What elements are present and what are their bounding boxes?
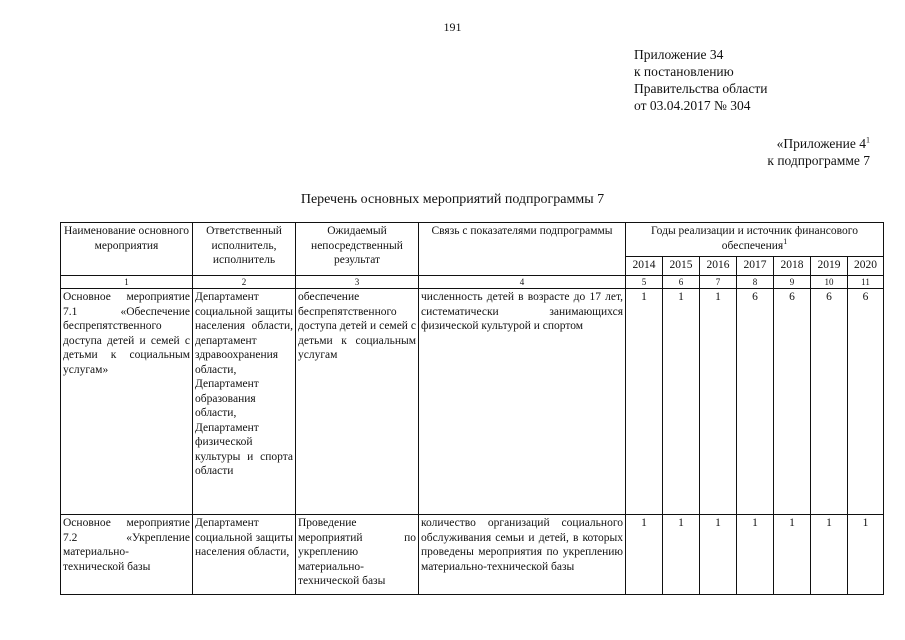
column-number: 9 — [774, 276, 811, 289]
annex-sub-sup: 1 — [866, 135, 870, 145]
header-name: Наименование основного мероприятия — [61, 223, 193, 276]
page-number: 191 — [443, 20, 462, 34]
year-value: 1 — [848, 515, 884, 595]
year-header: 2014 — [626, 257, 663, 276]
table-row — [61, 515, 884, 595]
year-header: 2016 — [700, 257, 737, 276]
column-number: 5 — [626, 276, 663, 289]
year-value: 1 — [626, 289, 663, 515]
column-number: 3 — [296, 276, 419, 289]
year-header: 2015 — [663, 257, 700, 276]
year-value: 1 — [663, 515, 700, 595]
measure-link: количество организаций социального обслуживания семьи и детей, в которых проведены мероприятия по укреплению материально-технической базы — [419, 515, 626, 595]
annex-sub-line: «Приложение 4 — [776, 136, 866, 151]
year-value: 6 — [811, 289, 848, 515]
table-row — [61, 289, 884, 515]
year-header: 2018 — [774, 257, 811, 276]
year-header: 2017 — [737, 257, 774, 276]
annex-line: к постановлению — [634, 64, 734, 79]
annex-line: от 03.04.2017 № 304 — [634, 98, 751, 113]
year-header: 2020 — [848, 257, 884, 276]
year-header: 2019 — [811, 257, 848, 276]
annex-sub-line: к подпрограмме 7 — [767, 153, 870, 168]
year-value: 1 — [737, 515, 774, 595]
year-value: 6 — [737, 289, 774, 515]
column-number: 10 — [811, 276, 848, 289]
document-title: Перечень основных мероприятий подпрограммы 7 — [300, 192, 605, 207]
year-value: 1 — [774, 515, 811, 595]
measure-result: обеспечение беспрепятственного доступа детей и семей с детьми к социальным услугам — [296, 289, 419, 515]
measure-name: Основное мероприятие 7.2 «Укрепление материально-технической базы — [61, 515, 193, 595]
header-years-group — [626, 223, 884, 257]
year-value: 1 — [700, 515, 737, 595]
annex-block — [634, 46, 767, 114]
column-number: 1 — [61, 276, 193, 289]
measure-link: численность детей в возрасте до 17 лет, систематически занимающихся физической культурой и спортом — [419, 289, 626, 515]
header-executor: Ответственный исполнитель, исполнитель — [193, 223, 296, 276]
annex-sub-block — [760, 135, 870, 169]
header-result: Ожидаемый непосредственный результат — [296, 223, 419, 276]
column-number: 11 — [848, 276, 884, 289]
year-value: 6 — [774, 289, 811, 515]
header-years-sup: 1 — [783, 236, 788, 246]
measure-executor: Департамент социальной защиты населения области, департамент здравоохранения области, Департамент образования области, Департамент физической культуры и спорта области — [193, 289, 296, 515]
column-number: 7 — [700, 276, 737, 289]
measures-table — [60, 222, 884, 595]
annex-line: Правительства области — [634, 81, 768, 96]
column-number: 6 — [663, 276, 700, 289]
header-link: Связь с показателями подпрограммы — [419, 223, 626, 276]
measure-result: Проведение мероприятий по укреплению материально-технической базы — [296, 515, 419, 595]
year-value: 1 — [700, 289, 737, 515]
measure-name: Основное мероприятие 7.1 «Обеспечение беспрепятственного доступа детей и семей с детьми к социальным услугам» — [61, 289, 193, 515]
year-value: 6 — [848, 289, 884, 515]
column-number: 2 — [193, 276, 296, 289]
column-number: 8 — [737, 276, 774, 289]
year-value: 1 — [811, 515, 848, 595]
column-number: 4 — [419, 276, 626, 289]
measure-executor: Департамент социальной защиты населения области, — [193, 515, 296, 595]
header-years-text: Годы реализации и источник финансового обеспечения — [651, 225, 858, 252]
year-value: 1 — [663, 289, 700, 515]
year-value: 1 — [626, 515, 663, 595]
annex-line: Приложение 34 — [634, 47, 724, 62]
